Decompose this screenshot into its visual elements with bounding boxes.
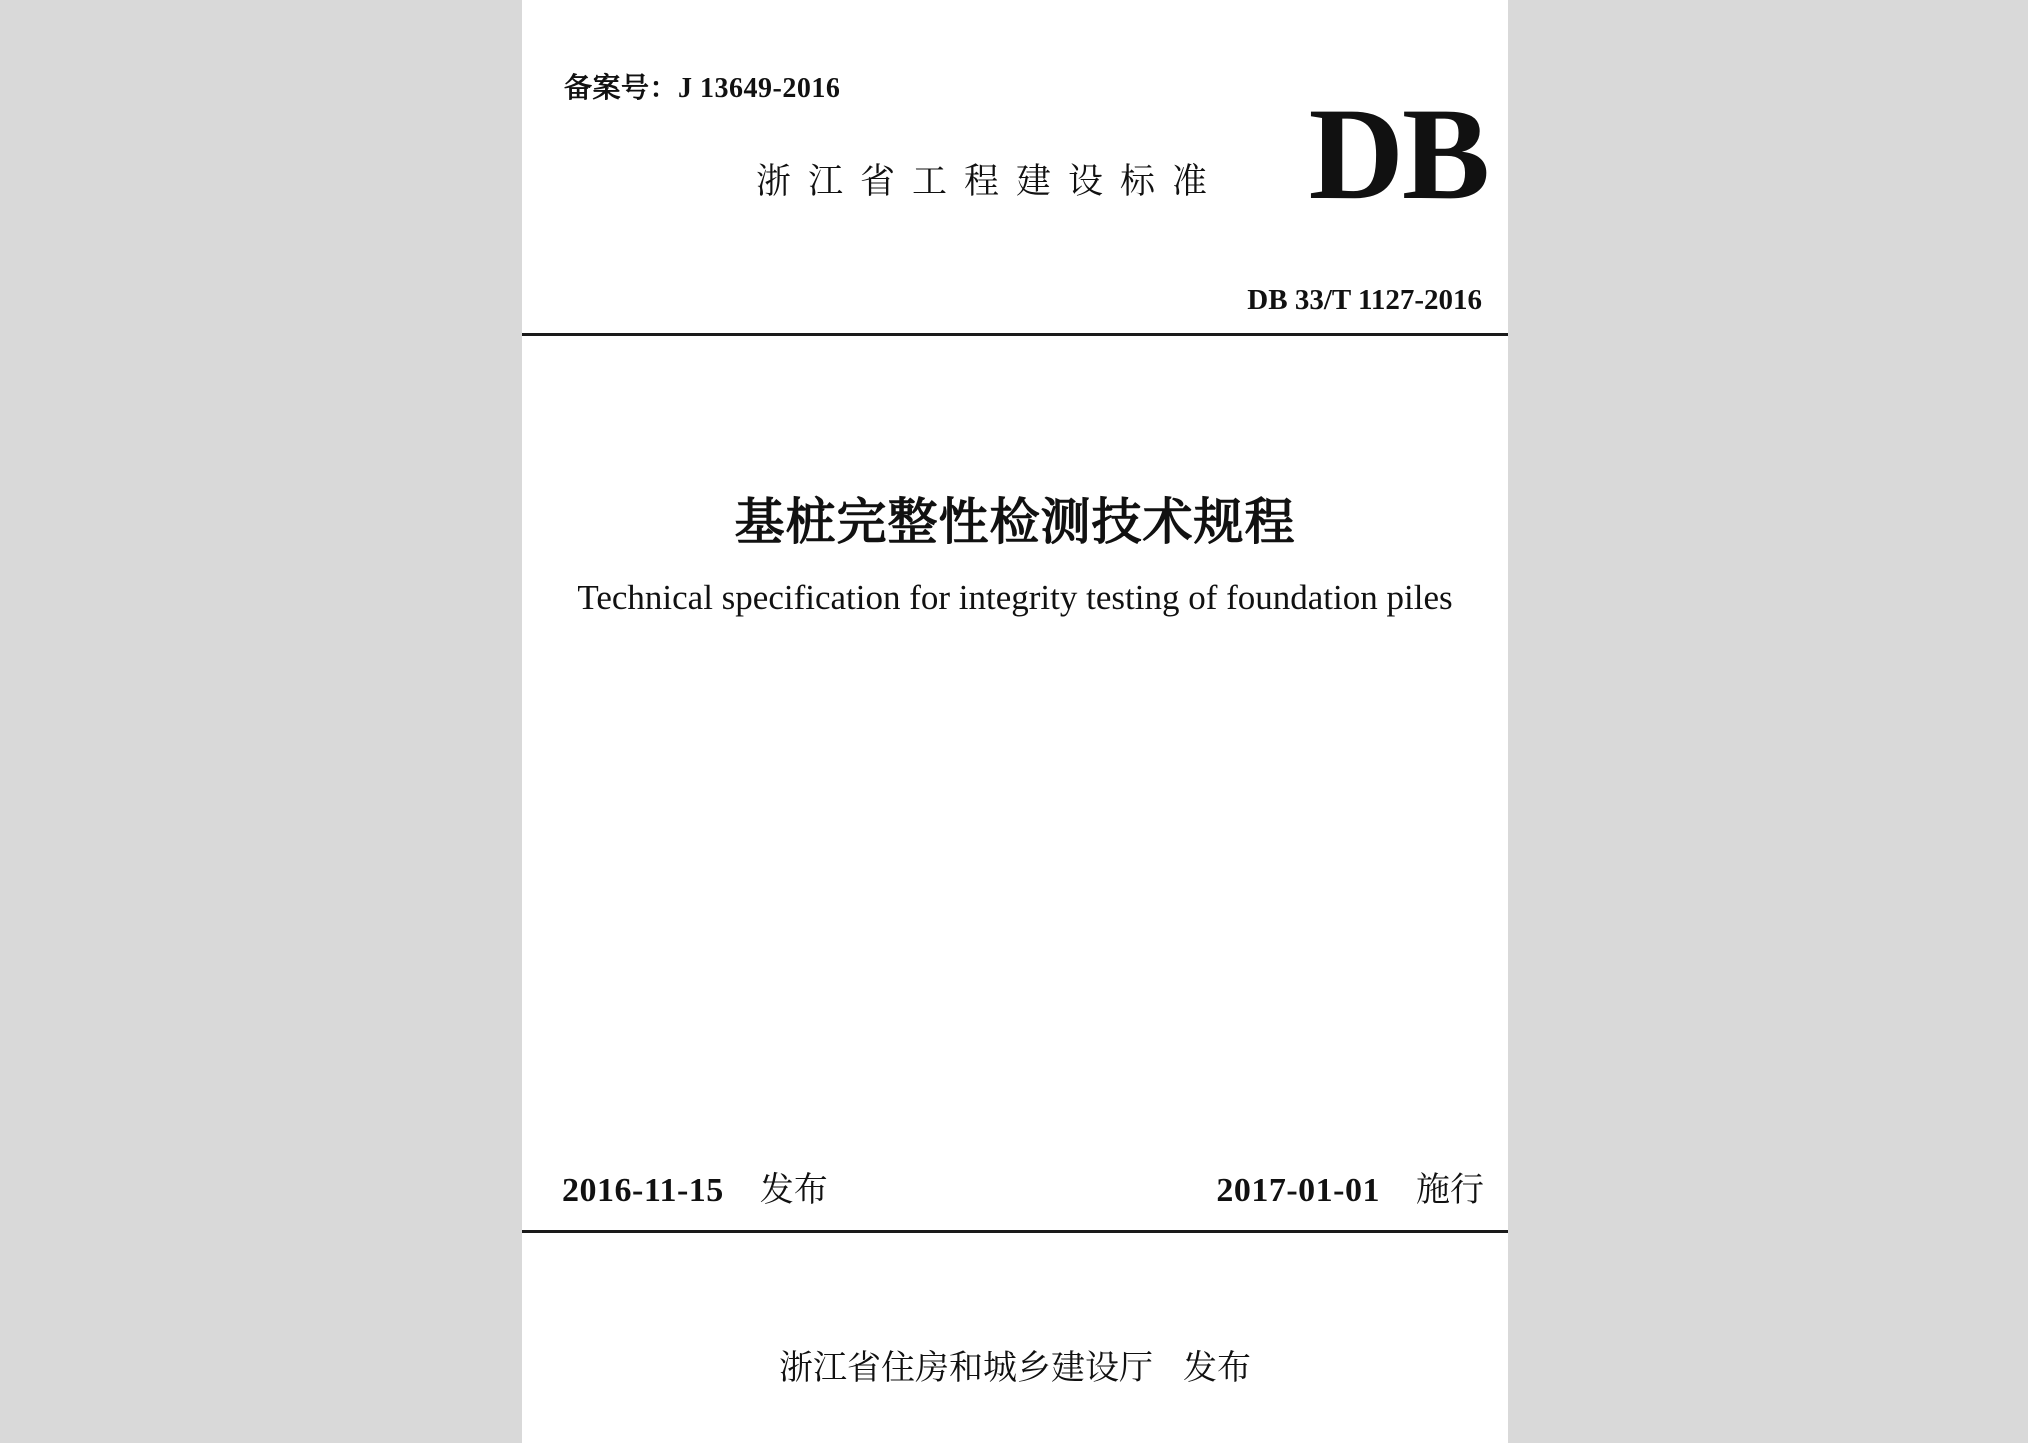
db-standard-mark: DB [1308,80,1488,227]
filing-number: 备案号：J 13649-2016 [564,73,841,104]
issue-date: 2016-11-15 [562,1172,724,1209]
bottom-divider [522,1230,1508,1233]
publisher-line [522,1340,1508,1389]
effective-label: 施行 [1416,1170,1484,1210]
publisher-name: 浙江省住房和城乡建设厅 [779,1348,1153,1388]
issue-date-block [562,1162,828,1211]
standard-category: 浙江省工程建设标准 [756,162,1225,202]
title-chinese: 基桩完整性检测技术规程 [734,492,1296,551]
document-cover [522,0,1508,1443]
title-english: Technical specification for integrity testing of foundation piles [577,578,1453,617]
standard-number: DB 33/T 1127-2016 [1247,284,1482,316]
publisher-label: 发布 [1183,1348,1251,1388]
effective-date-block [1216,1162,1484,1211]
issue-label: 发布 [759,1170,828,1210]
effective-date: 2017-01-01 [1216,1172,1380,1209]
top-divider [522,333,1508,336]
